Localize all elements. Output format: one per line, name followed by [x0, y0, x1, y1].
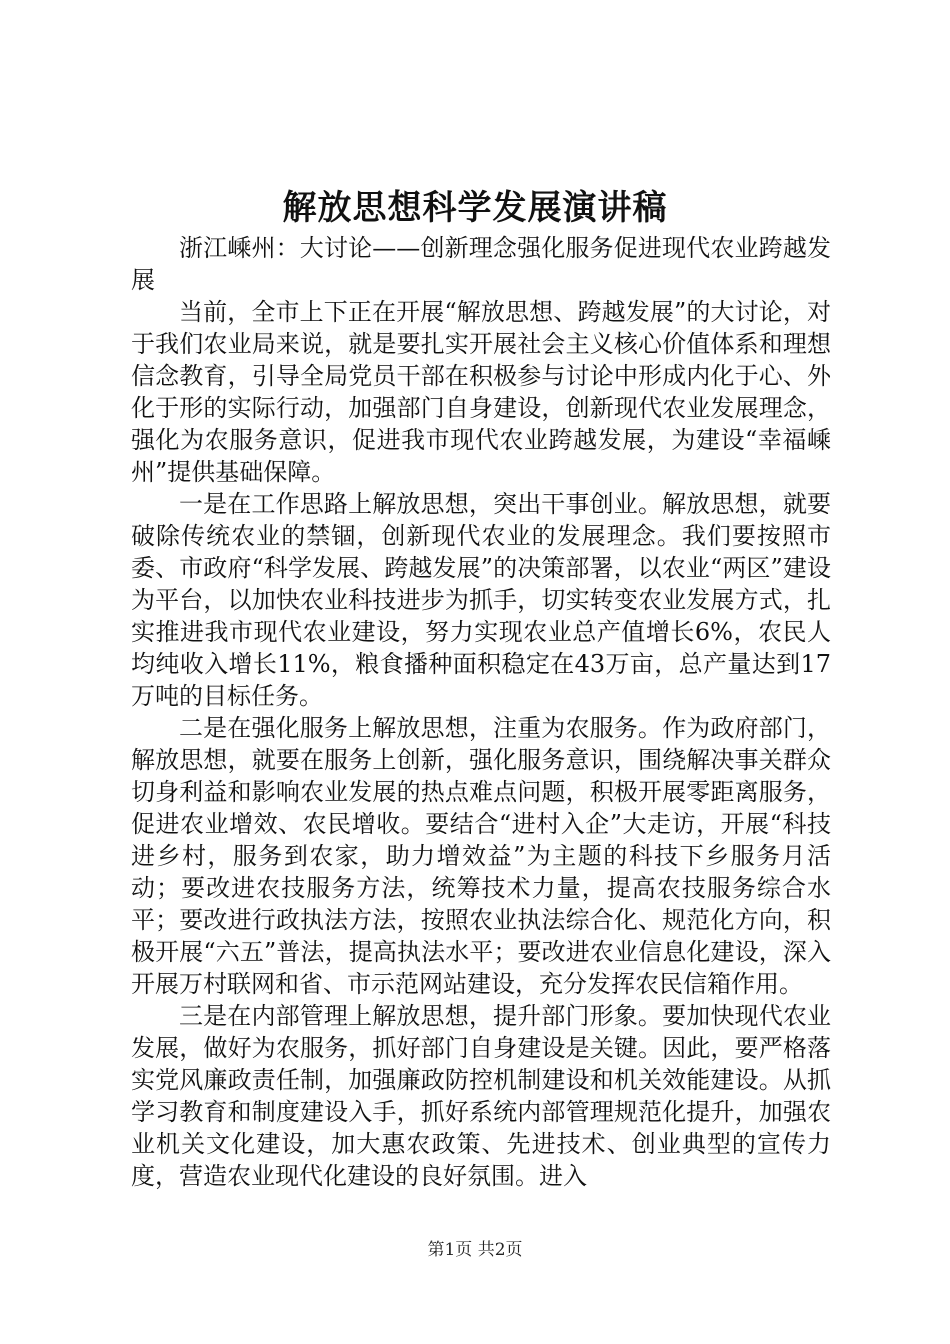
body-paragraph: 三是在内部管理上解放思想，提升部门形象。要加快现代农业发展，做好为农服务，抓好部门自身建设是关键。因此，要严格落实党风廉政责任制，加强廉政防控机制建设和机关效能建设。从抓学习教育和制度建设入手，抓好系统内部管理规范化提升，加强农业机关文化建设，加大惠农政策、先进技术、创业典型的宣传力度，营造农业现代化建设的良好氛围。进入 — [131, 1002, 831, 1190]
page-title: 解放思想科学发展演讲稿 — [282, 188, 668, 228]
body-paragraph: 当前，全市上下正在开展“解放思想、跨越发展”的大讨论，对于我们农业局来说，就是要扎实开展社会主义核心价值体系和理想信念教育，引导全局党员干部在积极参与讨论中形成内化于心、外化于形的实际行动，加强部门自身建设，创新现代农业发展理念，强化为农服务意识，促进我市现代农业跨越发展，为建设“幸福嵊州”提供基础保障。 — [131, 298, 831, 486]
subtitle-paragraph: 浙江嵊州：大讨论——创新理念强化服务促进现代农业跨越发展 — [131, 234, 831, 294]
document-body — [131, 232, 831, 1192]
body-paragraph: 一是在工作思路上解放思想，突出干事创业。解放思想，就要破除传统农业的禁锢，创新现代农业的发展理念。我们要按照市委、市政府“科学发展、跨越发展”的决策部署，以农业“两区”建设为平台，以加快农业科技进步为抓手，切实转变农业发展方式，扎实推进我市现代农业建设，努力实现农业总产值增长6%，农民人均纯收入增长11%，粮食播种面积稳定在43万亩，总产量达到17万吨的目标任务。 — [131, 490, 831, 710]
body-paragraph: 二是在强化服务上解放思想，注重为农服务。作为政府部门，解放思想，就要在服务上创新，强化服务意识，围绕解决事关群众切身利益和影响农业发展的热点难点问题，积极开展零距离服务，促进农业增效、农民增收。要结合“进村入企”大走访，开展“科技进乡村，服务到农家，助力增效益”为主题的科技下乡服务月活动；要改进农技服务方法，统筹技术力量，提高农技服务综合水平；要改进行政执法方法，按照农业执法综合化、规范化方向，积极开展“六五”普法，提高执法水平；要改进农业信息化建设，深入开展万村联网和省、市示范网站建设，充分发挥农民信箱作用。 — [131, 714, 831, 998]
page-footer: 第1页 共2页 — [427, 1240, 523, 1260]
